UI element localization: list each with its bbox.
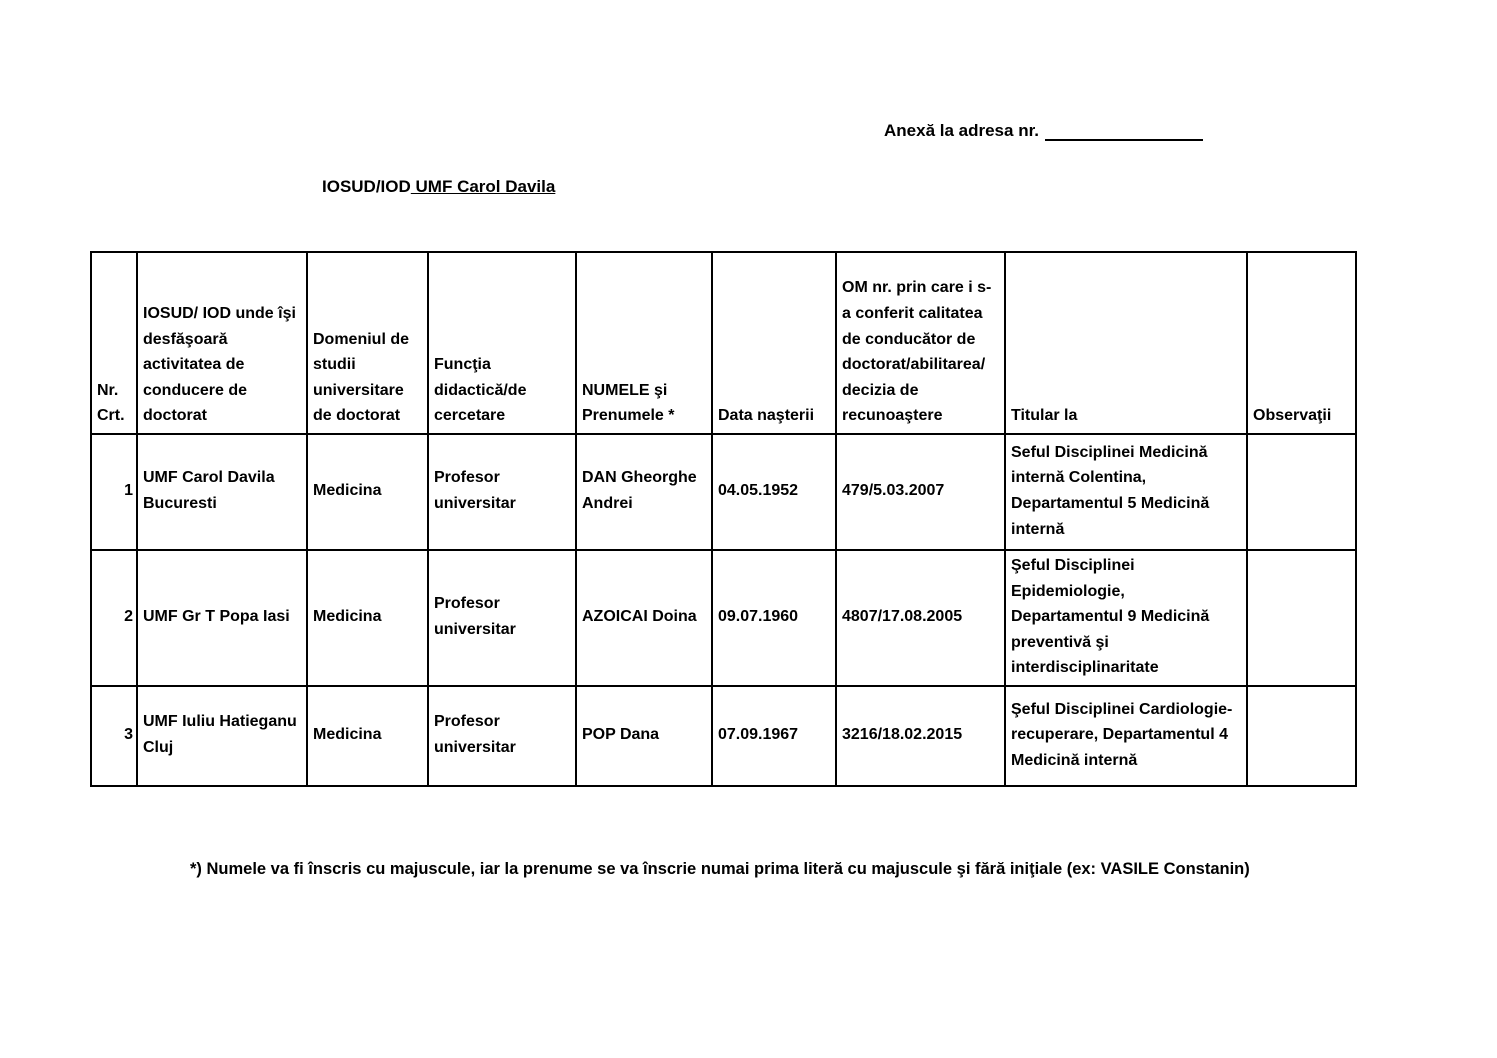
cell-om-nr: 479/5.03.2007 bbox=[836, 434, 1005, 550]
cell-observatii bbox=[1247, 550, 1356, 686]
cell-domeniu: Medicina bbox=[307, 434, 428, 550]
table-row bbox=[91, 550, 1356, 686]
cell-iosud: UMF Gr T Popa Iasi bbox=[137, 550, 307, 686]
col-header-nume: NUMELE şi Prenumele * bbox=[576, 252, 712, 434]
subtitle-institution: UMF Carol Davila bbox=[410, 177, 556, 196]
cell-iosud: UMF Iuliu Hatieganu Cluj bbox=[137, 686, 307, 786]
cell-nr: 3 bbox=[91, 686, 137, 786]
doc-subtitle bbox=[322, 177, 555, 197]
cell-nr: 2 bbox=[91, 550, 137, 686]
cell-nr: 1 bbox=[91, 434, 137, 550]
cell-functia: Profesor universitar bbox=[428, 686, 576, 786]
cell-observatii bbox=[1247, 686, 1356, 786]
subtitle-prefix: IOSUD/IOD bbox=[322, 177, 411, 196]
cell-titular: Şeful Disciplinei Cardiologie-recuperare, Departamentul 4 Medicină internă bbox=[1005, 686, 1247, 786]
cell-titular: Seful Disciplinei Medicină internă Colentina, Departamentul 5 Medicină internă bbox=[1005, 434, 1247, 550]
cell-om-nr: 4807/17.08.2005 bbox=[836, 550, 1005, 686]
cell-nume: DAN Gheorghe Andrei bbox=[576, 434, 712, 550]
cell-functia: Profesor universitar bbox=[428, 550, 576, 686]
cell-iosud: UMF Carol Davila Bucuresti bbox=[137, 434, 307, 550]
col-header-om-nr: OM nr. prin care i s-a conferit calitatea de conducător de doctorat/abilitarea/ decizia de recunoaştere bbox=[836, 252, 1005, 434]
cell-functia: Profesor universitar bbox=[428, 434, 576, 550]
col-header-titular: Titular la bbox=[1005, 252, 1247, 434]
col-header-functia: Funcţia didactică/de cercetare bbox=[428, 252, 576, 434]
table-row bbox=[91, 686, 1356, 786]
cell-data-nasterii: 09.07.1960 bbox=[712, 550, 836, 686]
col-header-nr-crt: Nr. Crt. bbox=[91, 252, 137, 434]
cell-nume: POP Dana bbox=[576, 686, 712, 786]
cell-domeniu: Medicina bbox=[307, 550, 428, 686]
col-header-observatii: Observaţii bbox=[1247, 252, 1356, 434]
supervisors-table bbox=[90, 251, 1357, 787]
table-header-row bbox=[91, 252, 1356, 434]
table-row bbox=[91, 434, 1356, 550]
col-header-data-nasterii: Data naşterii bbox=[712, 252, 836, 434]
annex-line bbox=[884, 121, 1203, 141]
footnote: *) Numele va fi înscris cu majuscule, iar la prenume se va înscrie numai prima literă cu majuscule şi fără iniţiale (ex: VASILE Constanin) bbox=[190, 860, 1250, 878]
cell-om-nr: 3216/18.02.2015 bbox=[836, 686, 1005, 786]
cell-data-nasterii: 04.05.1952 bbox=[712, 434, 836, 550]
col-header-iosud: IOSUD/ IOD unde îşi desfăşoară activitatea de conducere de doctorat bbox=[137, 252, 307, 434]
cell-observatii bbox=[1247, 434, 1356, 550]
cell-titular: Şeful Disciplinei Epidemiologie, Departamentul 9 Medicină preventivă şi interdisciplinaritate bbox=[1005, 550, 1247, 686]
annex-blank-line bbox=[1045, 123, 1203, 141]
cell-data-nasterii: 07.09.1967 bbox=[712, 686, 836, 786]
cell-nume: AZOICAI Doina bbox=[576, 550, 712, 686]
cell-domeniu: Medicina bbox=[307, 686, 428, 786]
annex-label: Anexă la adresa nr. bbox=[884, 121, 1039, 140]
col-header-domeniu: Domeniul de studii universitare de doctorat bbox=[307, 252, 428, 434]
